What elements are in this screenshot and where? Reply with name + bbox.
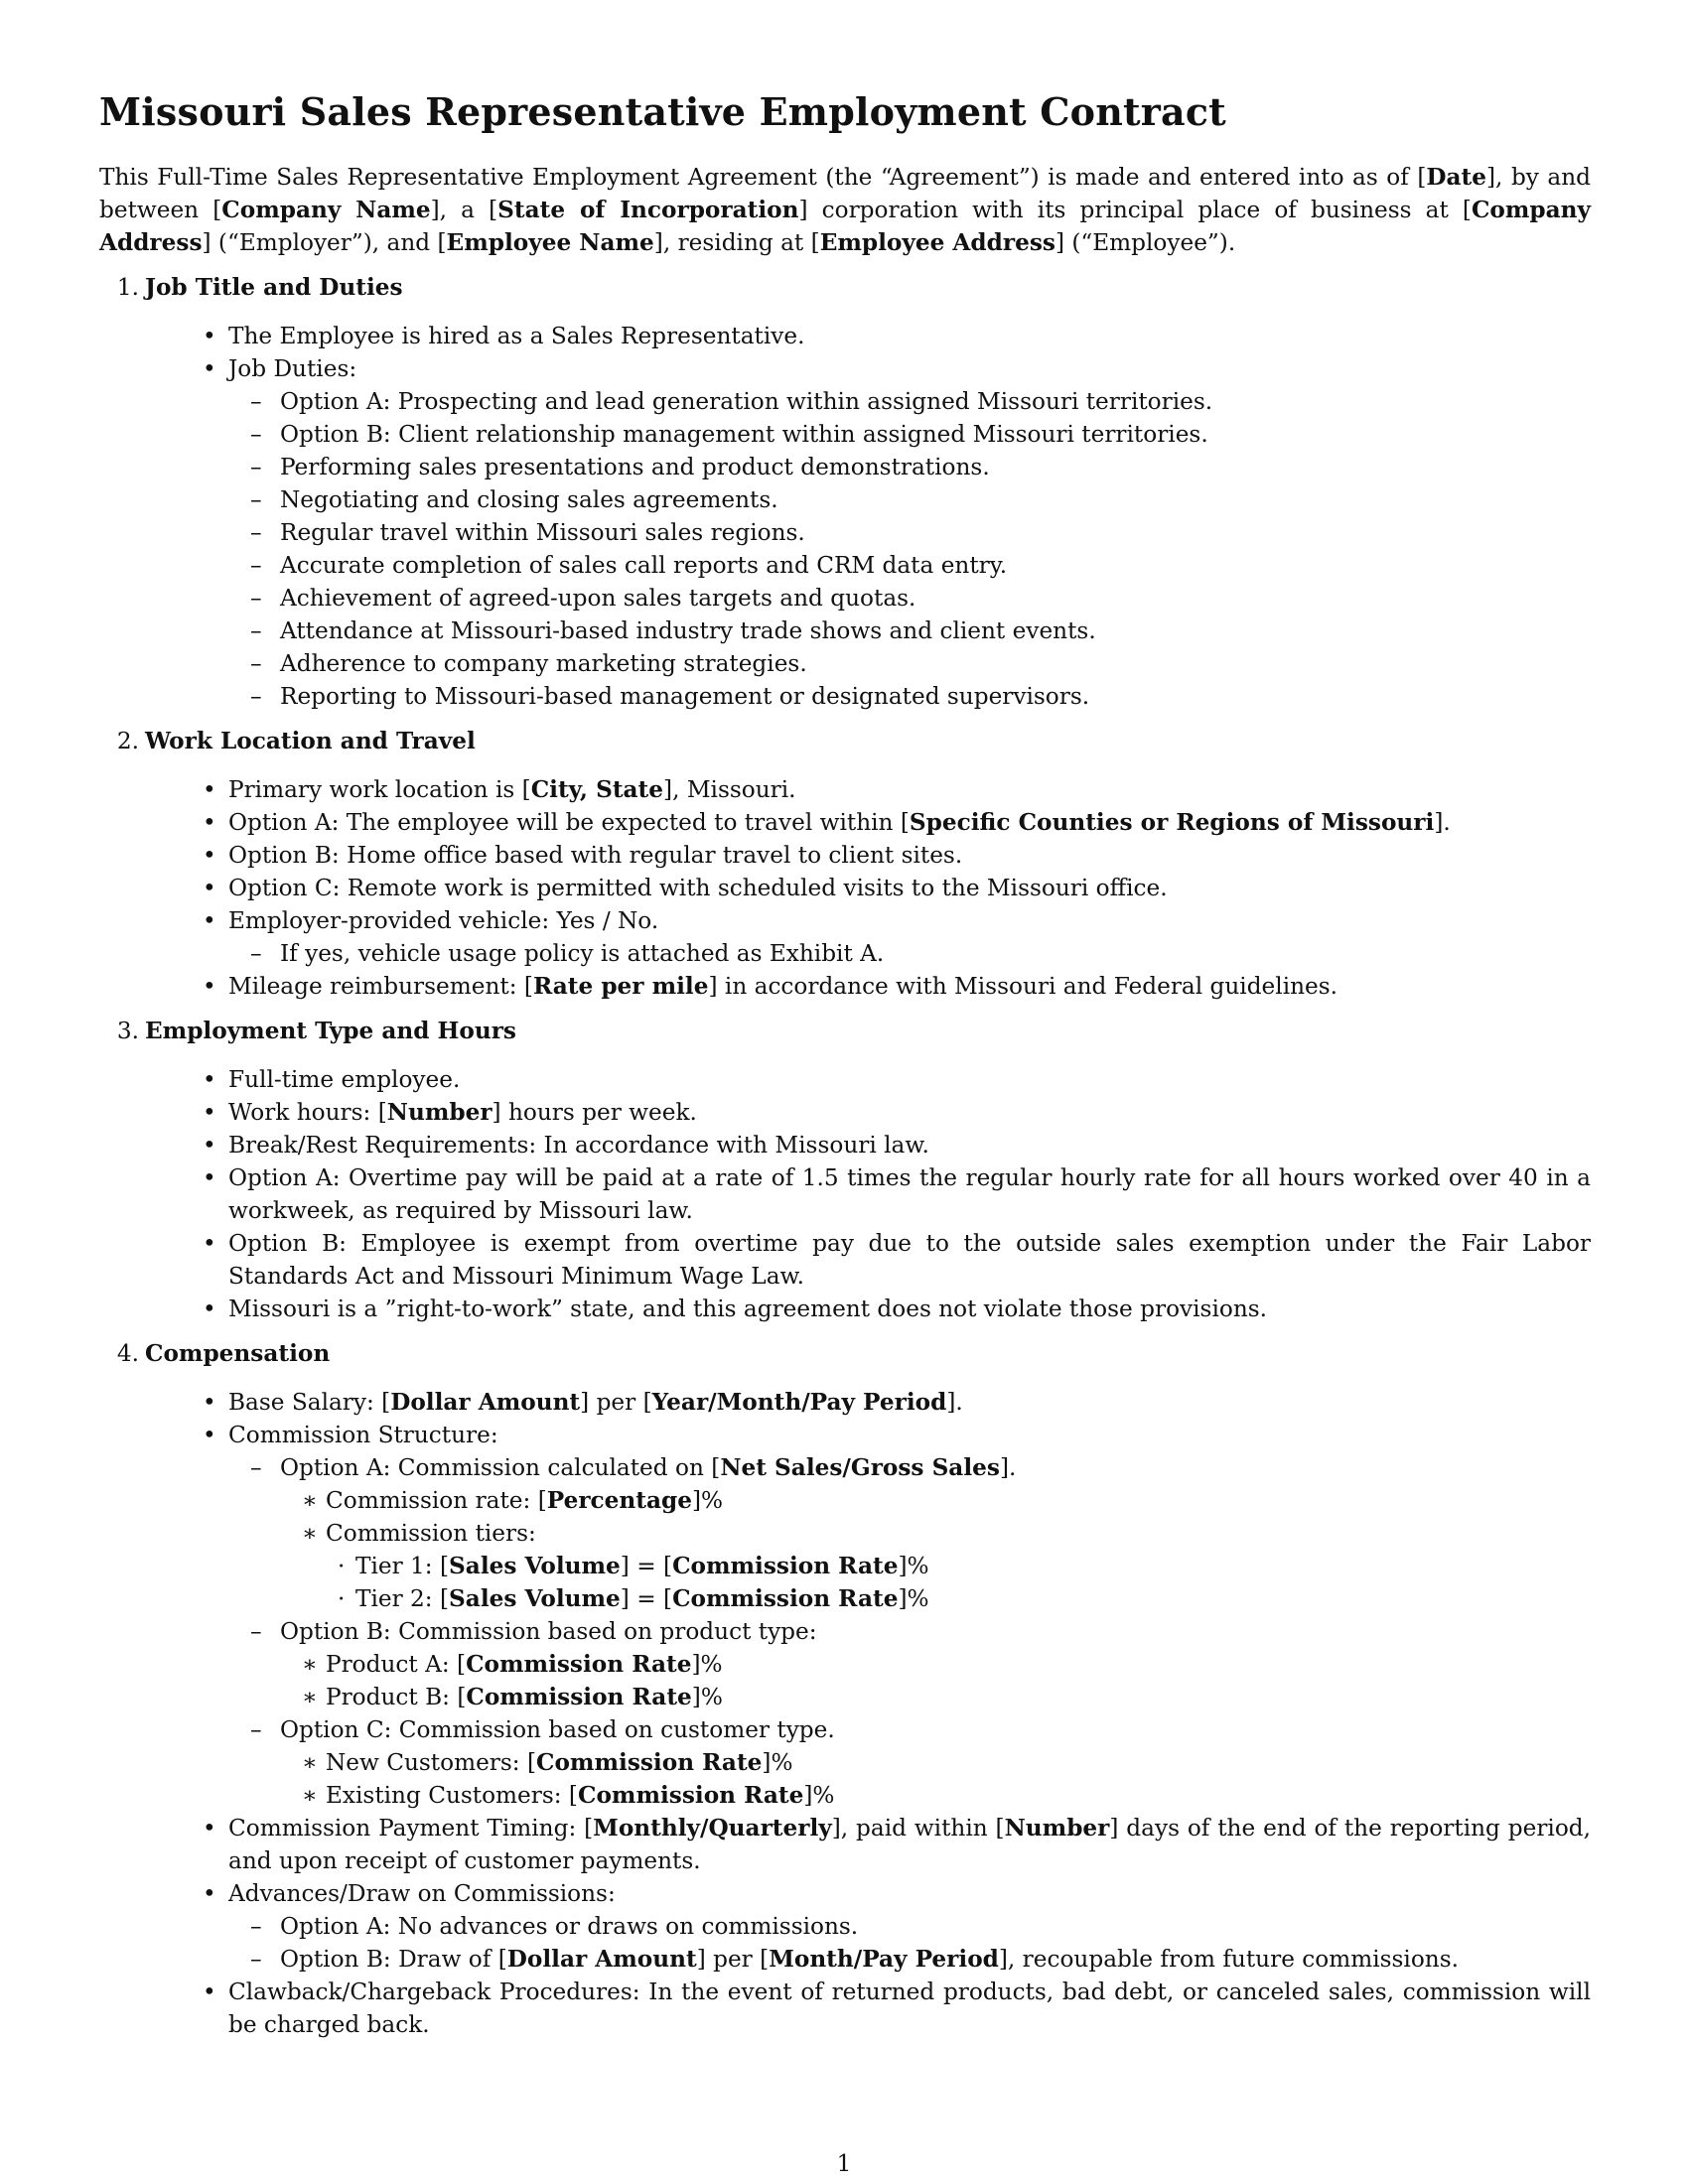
sub-item: ∗ New Customers: [Commission Rate]% [302, 1749, 793, 1776]
list-item: • The Employee is hired as a Sales Representative. [203, 323, 805, 349]
document-page [99, 87, 1591, 2041]
sub-list [280, 1746, 1591, 1812]
tier-item: · Tier 2: [Sales Volume] = [Commission Rate]% [338, 1585, 929, 1612]
sub-item: ∗ Product A: [Commission Rate]% [302, 1651, 723, 1678]
list-item: • Option B: Employee is exempt from overtime pay due to the outside sales exemption under the Fair Labor Standards Act and Missouri Minimum Wage Law. [203, 1230, 1591, 1290]
rate-per-mile-placeholder: Rate per mile [532, 973, 709, 1000]
section-compensation [99, 1337, 1591, 2041]
option-item: – Option B: Commission based on product type: ∗ Product A: [Commission Rate]% ∗ Product B: [Commission Rate]% [228, 1615, 1591, 1713]
option-item: – Option C: Commission based on customer type. ∗ New Customers: [Commission Rate]% ∗ Existing Customers: [Commission Rate]% [228, 1713, 1591, 1812]
list-item: • Advances/Draw on Commissions: – Option A: No advances or draws on commissions. – Option B: Draw of [Dollar Amount] per [Month/Pay Period], recoupable from future commissions. [99, 1877, 1591, 1976]
list-item: • Base Salary: [Dollar Amount] per [Year/Month/Pay Period]. [203, 1389, 963, 1416]
intro-paragraph: This Full-Time Sales Representative Employment Agreement (the “Agreement”) is made and entered into as of [Date], by and between [Company Name], a [State of Incorporation] corporation with its principal place of business at [Company Address] (“Employer”), and [Employee Name], residing at [Employee Address] (“Employee”). [99, 164, 1592, 256]
list-item: • Option B: Home office based with regular travel to client sites. [203, 842, 963, 869]
list-item: • Commission Structure: – Option A: Commission calculated on [Net Sales/Gross Sales]. ∗ Commission rate: [Percentage]% ∗ Commission tiers: · Tier 1: [Sales Volume] = [Commission Rate]% · Tier 2: [Sales Volume] = [Commission Rate]% – Option B: Commission based on product type: ∗ Product A: [Commission Rate]% ∗ Product B: [Commission Rate]% – Option C: Commission based on customer type. ∗ New Customers: [Commission Rate]% ∗ Existing Customers: [Commission Rate]% [99, 1419, 1591, 1812]
duty-item: – Reporting to Missouri-based management or designated supervisors. [250, 683, 1090, 710]
dollar-amount-placeholder: Dollar Amount [390, 1389, 581, 1416]
page-number: 1 [836, 2150, 852, 2177]
percentage-placeholder: Percentage [546, 1487, 692, 1514]
duty-item: – Option B: Client relationship management within assigned Missouri territories. [250, 421, 1208, 448]
section-title: Work Location and Travel [145, 728, 476, 754]
list-item: • Mileage reimbursement: [Rate per mile] in accordance with Missouri and Federal guidelines. [203, 973, 1338, 1000]
sub-list [280, 1484, 1591, 1615]
section-heading [99, 271, 1591, 304]
option-item: – Option A: Commission calculated on [Net Sales/Gross Sales]. ∗ Commission rate: [Percentage]% ∗ Commission tiers: · Tier 1: [Sales Volume] = [Commission Rate]% · Tier 2: [Sales Volume] = [Commission Rate]% [228, 1451, 1591, 1615]
bullet-list [99, 773, 1591, 1003]
duty-item: – Performing sales presentations and product demonstrations. [250, 454, 990, 480]
list-item: • Employer-provided vehicle: Yes / No. – If yes, vehicle usage policy is attached as Exhibit A. [99, 904, 1591, 970]
regions-placeholder: Specific Counties or Regions of Missouri [909, 809, 1435, 836]
commission-options [228, 1451, 1591, 1812]
duty-item: – Achievement of agreed-upon sales targets and quotas. [250, 585, 916, 612]
sub-item: ∗ Product B: [Commission Rate]% [302, 1684, 723, 1710]
date-placeholder: Date [1426, 164, 1487, 191]
section-heading [99, 1015, 1591, 1047]
list-item: • Commission Payment Timing: [Monthly/Quarterly], paid within [Number] days of the end of the reporting period, and upon receipt of customer payments. [203, 1815, 1591, 1874]
list-item: • Option A: Overtime pay will be paid at a rate of 1.5 times the regular hourly rate for all hours worked over 40 in a workweek, as required by Missouri law. [203, 1164, 1591, 1224]
duty-item: – Adherence to company marketing strategies. [250, 650, 807, 677]
hours-number-placeholder: Number [386, 1099, 492, 1126]
employee-address-placeholder: Employee Address [819, 229, 1055, 256]
list-item: • Break/Rest Requirements: In accordance with Missouri law. [203, 1132, 929, 1159]
duty-item: – Regular travel within Missouri sales regions. [250, 519, 805, 546]
list-item: • Primary work location is [City, State], Missouri. [203, 776, 796, 803]
company-address-placeholder: Company Address [99, 197, 1591, 256]
section-title: Job Title and Duties [145, 274, 403, 301]
duty-item: – Attendance at Missouri-based industry trade shows and client events. [250, 617, 1096, 644]
duty-item: – Negotiating and closing sales agreements. [250, 486, 778, 513]
employee-name-placeholder: Employee Name [446, 229, 654, 256]
duties-list [228, 385, 1591, 713]
list-item: • Work hours: [Number] hours per week. [203, 1099, 697, 1126]
bullet-list [99, 1386, 1591, 2041]
section-job-title-duties [99, 271, 1591, 713]
option-item: – Option B: Draw of [Dollar Amount] per [Month/Pay Period], recoupable from future commissions. [250, 1946, 1460, 1973]
list-item: • Option C: Remote work is permitted with scheduled visits to the Missouri office. [203, 875, 1168, 901]
tier-item: · Tier 1: [Sales Volume] = [Commission Rate]% [338, 1553, 929, 1579]
section-title: Compensation [145, 1340, 331, 1367]
option-item: – Option A: No advances or draws on commissions. [250, 1913, 859, 1940]
state-of-incorporation-placeholder: State of Incorporation [497, 197, 799, 223]
bullet-list [99, 320, 1591, 713]
city-state-placeholder: City, State [530, 776, 664, 803]
company-name-placeholder: Company Name [221, 197, 431, 223]
document-title: Missouri Sales Representative Employment Contract [99, 89, 1226, 134]
list-item: • Missouri is a ”right-to-work” state, and this agreement does not violate those provisions. [203, 1296, 1268, 1322]
section-number: 1. [116, 274, 139, 301]
list-item: • Clawback/Chargeback Procedures: In the event of returned products, bad debt, or canceled sales, commission will be charged back. [203, 1979, 1591, 2038]
bullet-list [99, 1063, 1591, 1325]
list-item: • Option A: The employee will be expected to travel within [Specific Counties or Regions of Missouri]. [203, 809, 1451, 836]
pay-period-placeholder: Year/Month/Pay Period [651, 1389, 947, 1416]
list-item: • Full-time employee. [203, 1066, 461, 1093]
sub-item: ∗ Existing Customers: [Commission Rate]% [302, 1782, 835, 1809]
advance-options [228, 1910, 1591, 1976]
section-title: Employment Type and Hours [145, 1018, 516, 1044]
section-number: 2. [116, 728, 139, 754]
sub-item: – If yes, vehicle usage policy is attached as Exhibit A. [250, 940, 885, 967]
section-heading [99, 725, 1591, 757]
sub-list [280, 1648, 1591, 1713]
sub-list [228, 937, 1591, 970]
list-item: • Job Duties: – Option A: Prospecting and lead generation within assigned Missouri territories. – Option B: Client relationship management within assigned Missouri territories. – Performing sales presentations and product demonstrations. – Negotiating and closing sales agreements. – Regular travel within Missouri sales regions. – Accurate completion of sales call reports and CRM data entry. – Achievement of agreed-upon sales targets and quotas. – Attendance at Missouri-based industry trade shows and client events. – Adherence to company marketing strategies. – Reporting to Missouri-based management or designated supervisors. [99, 352, 1591, 713]
sales-basis-placeholder: Net Sales/Gross Sales [720, 1454, 1000, 1481]
section-employment-type-hours [99, 1015, 1591, 1325]
section-number: 3. [116, 1018, 139, 1044]
section-work-location-travel [99, 725, 1591, 1003]
section-heading [99, 1337, 1591, 1370]
duty-item: – Option A: Prospecting and lead generation within assigned Missouri territories. [250, 388, 1213, 415]
sub-item: ∗ Commission tiers: · Tier 1: [Sales Volume] = [Commission Rate]% · Tier 2: [Sales Volume] = [Commission Rate]% [280, 1517, 1591, 1615]
duty-item: – Accurate completion of sales call reports and CRM data entry. [250, 552, 1008, 579]
sub-item: ∗ Commission rate: [Percentage]% [302, 1487, 724, 1514]
section-number: 4. [116, 1340, 139, 1367]
tier-list [326, 1550, 1591, 1615]
